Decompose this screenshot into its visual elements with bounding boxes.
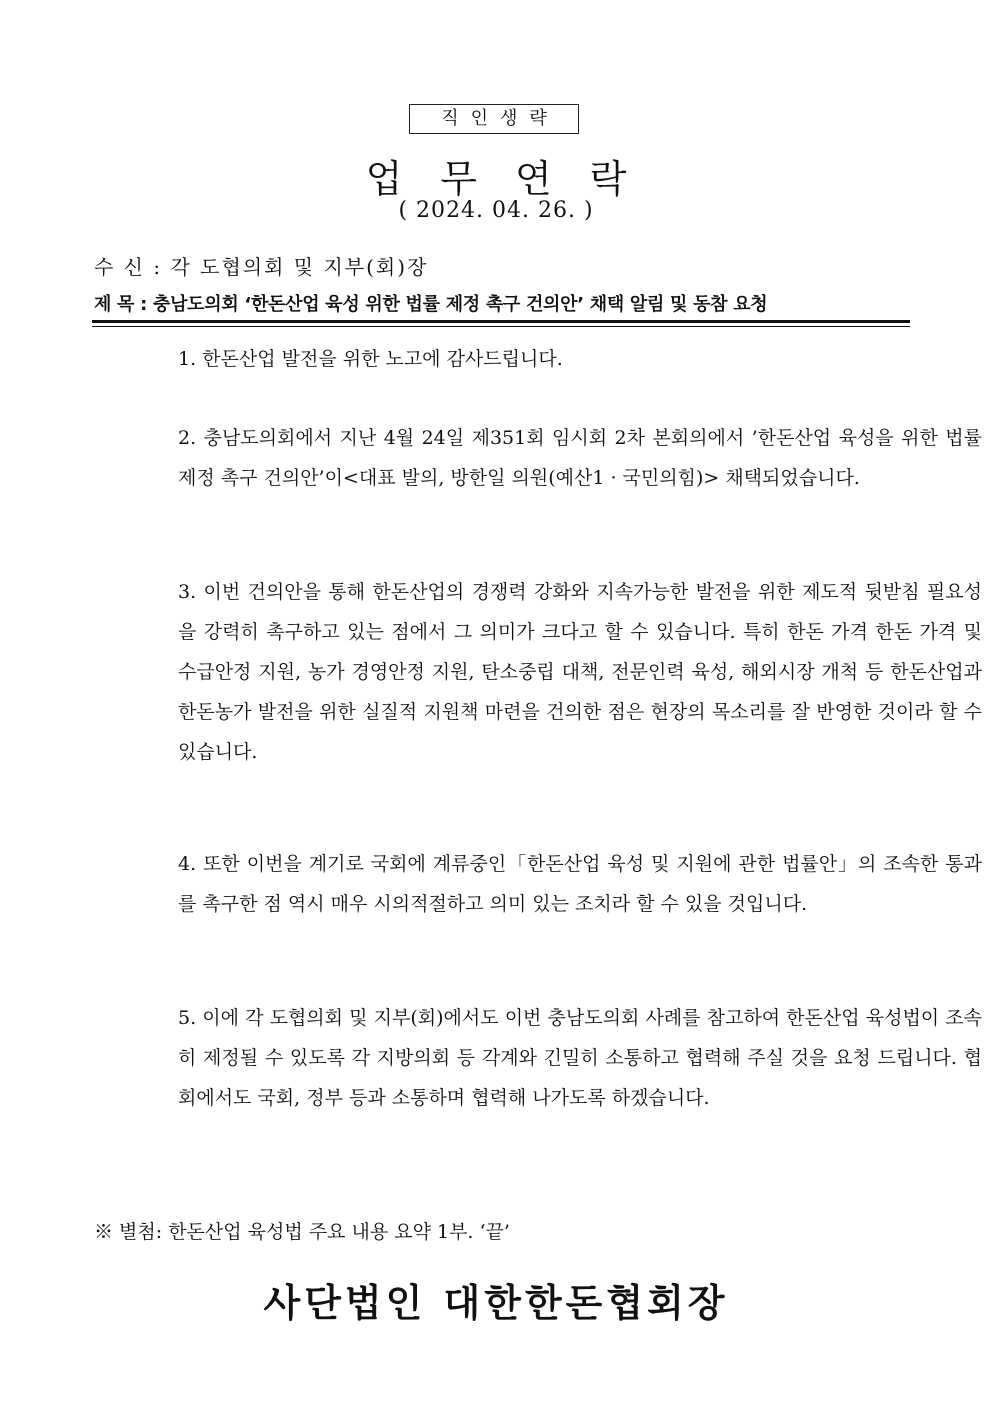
attachment-note: ※ 별첨: 한돈산업 육성법 주요 내용 요약 1부. ‘끝’ <box>94 1221 510 1243</box>
header-divider-thick <box>92 320 910 323</box>
subject-value: 충남도의회 ‘한돈산업 육성 위한 법률 제정 촉구 건의안’ 채택 알림 및 동참 요청 <box>153 294 768 315</box>
paragraph-4: 4. 또한 이번을 계기로 국회에 계류중인「한돈산업 육성 및 지원에 관한 법률안」의 조속한 통과를 촉구한 점 역시 매우 시의적절하고 의미 있는 조치라 할 수 있을 것입니다. <box>178 853 982 915</box>
signer-name: 사단법인 대한한돈협회장 <box>263 1281 729 1325</box>
omitted-seal-box: 직인생략 <box>409 104 579 134</box>
header-divider-thin <box>92 326 910 327</box>
recipient-line <box>94 251 428 280</box>
subject-sep: : <box>134 294 153 315</box>
document-date: ( 2024. 04. 26. ) <box>398 198 594 223</box>
recipient-value: 각 도협의회 및 지부(회)장 <box>170 255 429 279</box>
document-title: 업무연락 <box>365 157 665 201</box>
subject-line <box>94 290 898 316</box>
recipient-label: 수 신 <box>94 255 145 279</box>
recipient-sep: : <box>145 255 171 279</box>
paragraph-3: 3. 이번 건의안을 통해 한돈산업의 경쟁력 강화와 지속가능한 발전을 위한 제도적 뒷받침 필요성을 강력히 촉구하고 있는 점에서 그 의미가 크다고 할 수 있습니다. 특히 한돈 가격 한돈 가격 및 수급안정 지원, 농가 경영안정 지원, 탄소중립 대책, 전문인력 육성, 해외시장 개척 등 한돈산업과 한돈농가 발전을 위한 실질적 지원책 마련을 건의한 점은 현장의 목소리를 잘 반영한 것이라 할 수 있습니다. <box>178 581 982 763</box>
subject-label: 제 목 <box>94 294 135 315</box>
paragraph-1: 1. 한돈산업 발전을 위한 노고에 감사드립니다. <box>178 348 563 370</box>
paragraph-2: 2. 충남도의회에서 지난 4월 24일 제351회 임시회 2차 본회의에서 ’한돈산업 육성을 위한 법률 제정 촉구 건의안’이<대표 발의, 방한일 의원(예산1 · 국민의힘)> 채택되었습니다. <box>178 427 982 489</box>
paragraph-5: 5. 이에 각 도협의회 및 지부(회)에서도 이번 충남도의회 사례를 참고하여 한돈산업 육성법이 조속히 제정될 수 있도록 각 지방의회 등 각계와 긴밀히 소통하고 협력해 주실 것을 요청 드립니다. 협회에서도 국회, 정부 등과 소통하며 협력해 나가도록 하겠습니다. <box>178 1007 982 1109</box>
